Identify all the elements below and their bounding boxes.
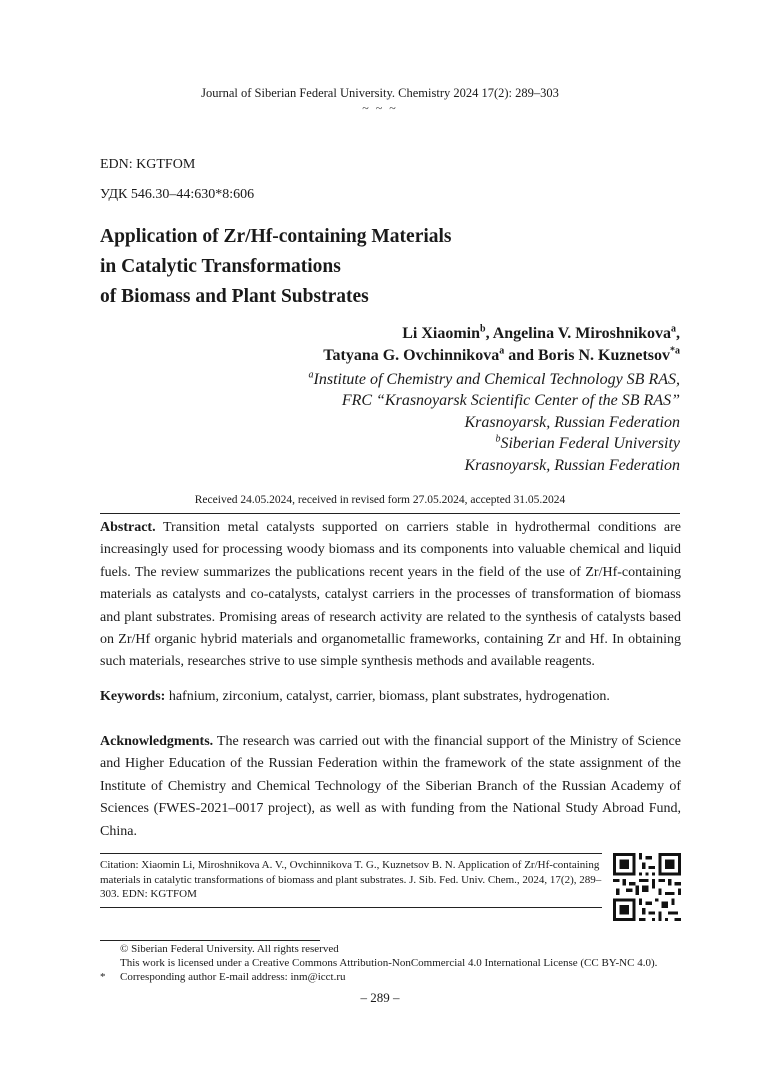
citation-bottom-rule [100, 907, 602, 908]
author-4: Boris N. Kuznetsov [538, 347, 670, 364]
citation-text: Citation: Xiaomin Li, Miroshnikova A. V., Ovchinnikova T. G., Kuznetsov B. N. Application of Zr/Hf-containing materials in catalytic transformations of biomass and plant substrates. J. Sib. Fed. Univ. Chem., 2024, 17(2), 289–303. EDN: KGTFOM [100, 859, 602, 901]
citation-box [100, 853, 602, 908]
footnote-rule [100, 940, 320, 941]
affil-b-mark: b [495, 433, 501, 445]
abstract [100, 517, 681, 674]
affiliations [309, 369, 680, 476]
paper-title [100, 222, 452, 312]
header-ornament: ~ ~ ~ [362, 101, 398, 115]
acknowledgments-text: The research was carried out with the financial support of the Ministry of Science and Higher Education of the Russian Federation within the framework of the state assignment of the Institute of Chemistry and Chemical Technology of the Siberian Branch of the Russian Academy of Sciences (FWES-2021–0017 project), as well as with funding from the National Study Abroad Fund, China. [100, 734, 681, 839]
corresponding-author-note: Corresponding author E-mail address: inm@icct.ru [120, 971, 346, 983]
title-line-1: Application of Zr/Hf-containing Materials [100, 226, 452, 247]
author-list: Li Xiaomin$^b$, Angelina V. Miroshnikova$^a$, Tatyana G. Ovchinnikova$^a$ and Boris N. Kuznetsov$^{*a}$ [323, 323, 680, 364]
divider [100, 513, 680, 514]
author-2: Angelina V. Miroshnikova [492, 325, 671, 342]
abstract-label: Abstract. [100, 520, 156, 535]
page-number: – 289 – [360, 990, 400, 1005]
acknowledgments [100, 731, 681, 843]
keywords [100, 686, 681, 708]
received-dates: Received 24.05.2024, received in revised form 27.05.2024, accepted 31.05.2024 [194, 494, 566, 506]
affil-a-line-1: Institute of Chemistry and Chemical Technology SB RAS, [313, 371, 680, 388]
keywords-label: Keywords: [100, 689, 166, 704]
affil-b-line-1: Siberian Federal University [500, 435, 680, 453]
license-note: This work is licensed under a Creative Commons Attribution-NonCommercial 4.0 International License (CC BY-NC 4.0). [120, 957, 658, 969]
affil-a-line-3: Krasnoyarsk, Russian Federation [464, 413, 680, 431]
author-3-affil: a [499, 345, 505, 357]
qr-code-icon [613, 853, 681, 921]
author-1: Li Xiaomin [402, 325, 481, 342]
keywords-text: hafnium, zirconium, catalyst, carrier, biomass, plant substrates, hydrogenation. [168, 689, 610, 704]
author-1-affil: b [480, 323, 486, 335]
author-2-affil: a [671, 323, 676, 335]
copyright-note: © Siberian Federal University. All rights reserved [120, 943, 339, 955]
title-line-3: of Biomass and Plant Substrates [100, 286, 369, 307]
udk-line: УДК 546.30–44:630*8:606 [100, 187, 255, 202]
affil-a-line-2: FRC “Krasnoyarsk Scientific Center of the SB RAS” [341, 392, 680, 410]
affil-a-mark: a [308, 369, 314, 381]
acknowledgments-label: Acknowledgments. [100, 734, 214, 749]
affil-b-line-2: Krasnoyarsk, Russian Federation [464, 456, 680, 474]
footnote-star: * [100, 971, 106, 983]
title-line-2: in Catalytic Transformations [100, 256, 341, 277]
edn-line: EDN: KGTFOM [100, 157, 196, 172]
author-conjunction: and [508, 347, 534, 364]
author-3: Tatyana G. Ovchinnikova [323, 347, 500, 364]
abstract-text: Transition metal catalysts supported on carriers stable in hydrothermal conditions are increasingly used for processing woody biomass and its components into valuable chemical and liquid fuels. The review summarizes the publications recent years in the field of the use of Zr/Hf-containing materials as catalysts and co-catalysts, catalyst carriers in the processes of transformation of biomass and plant substrates. Promising areas of research activity are related to the synthesis of catalysts based on Zr/Hf organic hybrid materials and organometallic frameworks, containing Zr and Hf. In obtaining such materials, researches strive to use simple synthesis methods and available reagents. [100, 520, 681, 670]
author-4-affil: *a [670, 345, 680, 357]
journal-header: Journal of Siberian Federal University. Chemistry 2024 17(2): 289–303 [201, 86, 559, 100]
